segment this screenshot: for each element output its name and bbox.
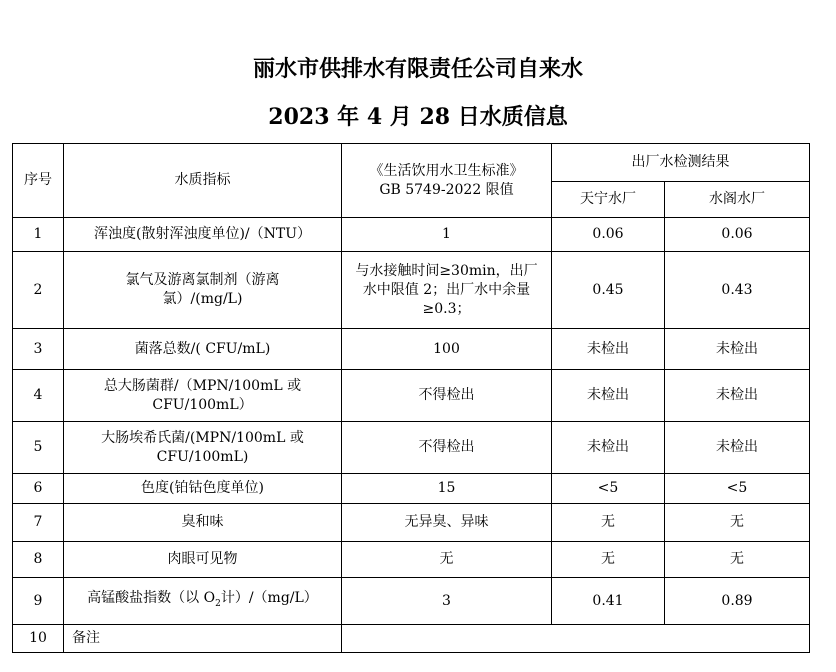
indicator-pre: 高锰酸盐指数（以 O xyxy=(87,589,216,606)
row-indicator: 色度(铂钴色度单位) xyxy=(64,474,342,504)
indicator-post: 计）/（mg/L） xyxy=(220,589,318,606)
row-indicator: 大肠埃希氏菌/(MPN/100mL 或 CFU/100mL) xyxy=(64,422,342,474)
row-limit: 1 xyxy=(342,218,552,252)
row-indicator: 肉眼可见物 xyxy=(64,542,342,578)
table-row xyxy=(13,542,810,578)
row-plant1: 0.06 xyxy=(552,218,665,252)
table-row xyxy=(13,504,810,542)
row-no: 1 xyxy=(13,218,64,252)
standard-line2: GB 5749-2022 限值 xyxy=(379,181,514,198)
standard-line1: 《生活饮用水卫生标准》 xyxy=(369,162,524,179)
row-plant2: 0.89 xyxy=(665,578,810,625)
row-no: 8 xyxy=(13,542,64,578)
row-limit: 无异臭、异味 xyxy=(342,504,552,542)
header-results: 出厂水检测结果 xyxy=(552,144,810,182)
row-plant1: 未检出 xyxy=(552,422,665,474)
row-no: 9 xyxy=(13,578,64,625)
document-title: 丽水市供排水有限责任公司自来水 xyxy=(252,56,583,82)
row-remark-label: 备注 xyxy=(64,625,342,653)
row-limit: 与水接触时间≥30min，出厂水中限值 2；出厂水中余量≥0.3； xyxy=(342,252,552,329)
row-plant2: 无 xyxy=(665,504,810,542)
row-limit: 不得检出 xyxy=(342,422,552,474)
row-indicator: 总大肠菌群/（MPN/100mL 或 CFU/100mL） xyxy=(64,370,342,422)
row-plant2: 0.43 xyxy=(665,252,810,329)
row-indicator: 氯气及游离氯制剂（游离氯）/(mg/L) xyxy=(64,252,342,329)
header-plant1: 天宁水厂 xyxy=(552,182,665,218)
header-standard xyxy=(342,144,552,218)
row-indicator xyxy=(64,578,342,625)
row-no: 4 xyxy=(13,370,64,422)
indicator-sub: 2 xyxy=(215,598,221,609)
row-plant2: 无 xyxy=(665,542,810,578)
row-indicator: 菌落总数/( CFU/mL) xyxy=(64,329,342,370)
row-plant2: 0.06 xyxy=(665,218,810,252)
row-no: 2 xyxy=(13,252,64,329)
row-plant1: 无 xyxy=(552,542,665,578)
header-no: 序号 xyxy=(13,144,64,218)
header-indicator: 水质指标 xyxy=(64,144,342,218)
row-no: 6 xyxy=(13,474,64,504)
row-plant2: <5 xyxy=(665,474,810,504)
row-plant1: 0.41 xyxy=(552,578,665,625)
document-subtitle: 2023 年 4 月 28 日水质信息 xyxy=(268,104,568,130)
row-indicator: 浑浊度(散射浑浊度单位)/（NTU） xyxy=(64,218,342,252)
row-plant1: 未检出 xyxy=(552,329,665,370)
row-plant2: 未检出 xyxy=(665,370,810,422)
table-row xyxy=(13,329,810,370)
table-row xyxy=(13,625,810,653)
row-plant2: 未检出 xyxy=(665,329,810,370)
row-no: 5 xyxy=(13,422,64,474)
row-limit: 3 xyxy=(342,578,552,625)
table-row xyxy=(13,474,810,504)
row-limit: 无 xyxy=(342,542,552,578)
table-row xyxy=(13,422,810,474)
row-no: 10 xyxy=(13,625,64,653)
row-plant1: 未检出 xyxy=(552,370,665,422)
row-limit: 15 xyxy=(342,474,552,504)
row-plant1: 0.45 xyxy=(552,252,665,329)
row-plant1: 无 xyxy=(552,504,665,542)
table-row xyxy=(13,370,810,422)
table-row xyxy=(13,218,810,252)
row-plant1: <5 xyxy=(552,474,665,504)
water-quality-table xyxy=(12,143,810,653)
row-limit: 不得检出 xyxy=(342,370,552,422)
table-row xyxy=(13,578,810,625)
row-no: 7 xyxy=(13,504,64,542)
table-row xyxy=(13,252,810,329)
row-no: 3 xyxy=(13,329,64,370)
header-plant2: 水阁水厂 xyxy=(665,182,810,218)
row-plant2: 未检出 xyxy=(665,422,810,474)
row-limit: 100 xyxy=(342,329,552,370)
row-remark xyxy=(342,625,810,653)
row-indicator: 臭和味 xyxy=(64,504,342,542)
